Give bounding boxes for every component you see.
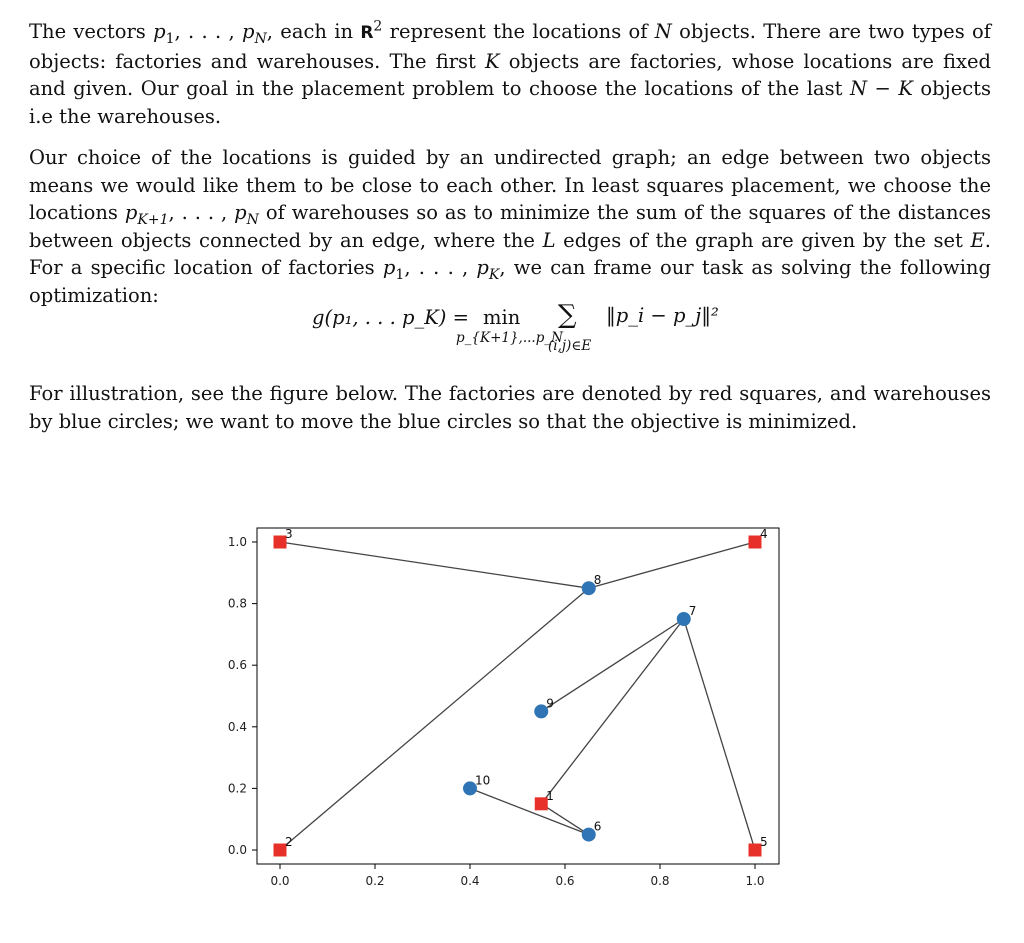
y-tick-label: 0.6	[227, 658, 247, 673]
y-tick-label: 1.0	[227, 535, 247, 549]
equation-term: ‖p_i − p_j‖²	[606, 304, 719, 327]
equation-sum: ∑	[558, 300, 577, 330]
equation-min: min	[483, 306, 521, 329]
point-label: 10	[475, 773, 491, 788]
point-label: 3	[285, 527, 293, 541]
x-tick-label: 0.2	[365, 874, 385, 888]
point-label: 6	[593, 819, 602, 834]
point-label: 8	[593, 573, 602, 588]
point-label: 9	[546, 696, 554, 711]
x-tick-label: 0.6	[555, 874, 575, 888]
y-tick-label: 0.8	[227, 596, 247, 611]
point-label: 7	[688, 604, 697, 618]
equation-sum-subscript: (i,j)∈E	[548, 338, 592, 354]
x-tick-label: 0.0	[270, 874, 290, 888]
x-tick-label: 0.4	[460, 874, 480, 888]
point-label: 1	[546, 788, 554, 803]
x-tick-label: 1.0	[745, 874, 765, 888]
point-label: 4	[760, 527, 768, 541]
equation-lhs: g(p₁, . . . p_K) =	[312, 306, 469, 329]
y-tick-label: 0.0	[227, 843, 247, 857]
equation-min-subscript: p_{K+1},...p_N	[456, 330, 563, 346]
illustration-paragraph: For illustration, see the figure below. The factories are denoted by red squares, and warehouses by blue circles; we want to move the blue circles so that the objective is minimized.	[29, 382, 991, 433]
x-tick-label: 0.8	[650, 874, 670, 888]
point-label: 2	[285, 835, 293, 849]
optimization-equation	[0, 300, 1024, 370]
intro-paragraph: The vectors $p_1$, . . . , $p_N$, each in $R^2$ represent the locations of N objects. There are two types of objects: factories and warehouses. The first K objects are factories, whose locations are fixed and given. Our goal in the placement problem to choose the locations of the last N − K objects i.e the warehouses.	[29, 18, 992, 128]
plot-frame	[257, 528, 779, 864]
method-paragraph: Our choice of the locations is guided by an undirected graph; an edge between two objects means we would like them to be close to each other. In least squares placement, we choose the locations $p_{K+1}$, . . . , $p_N$ of warehouses so as to minimize the sum of the squares of the distances between objects connected by an edge, where the L edges of the graph are given by the set E. For a specific location of factories $p_1$, . . . , $p_K$, we can frame our task as solving the following optimization:	[29, 146, 991, 307]
placement-figure	[200, 505, 800, 905]
y-tick-label: 0.4	[227, 719, 247, 734]
point-label: 5	[760, 835, 768, 849]
y-tick-label: 0.2	[227, 781, 247, 796]
